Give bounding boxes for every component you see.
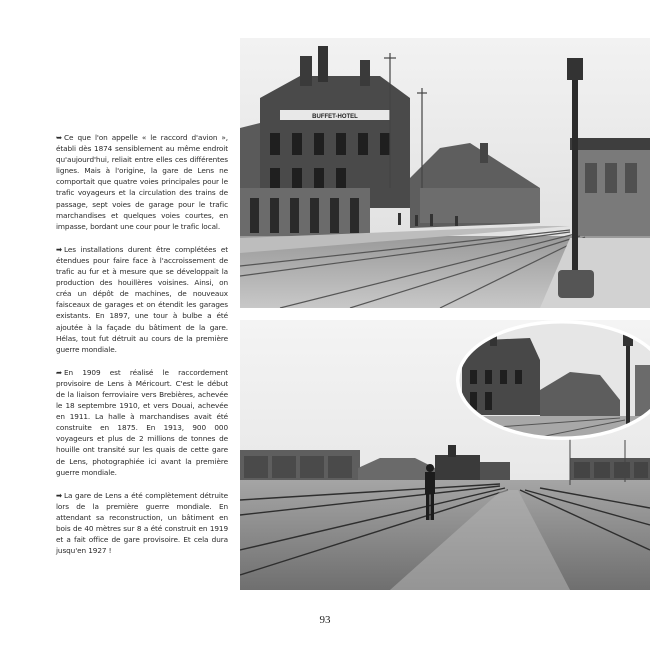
arrow-icon: ➡ bbox=[56, 244, 63, 254]
arrow-icon: ➦ bbox=[56, 367, 63, 377]
station-building-illustration bbox=[240, 38, 650, 308]
arrow-icon: ➡ bbox=[56, 490, 63, 500]
paragraph-3: ➦ En 1909 est réalisé le raccordement provisoire de Lens à Méricourt. C'est le début de la liaison ferroviaire vers Brebières, achevée le 18 septembre 1910, et vers Douai, achevée en 1911. La halle à marchandises avait été construite en 1875. En 1913, 900 000 voyageurs et plus de 2 millions de tonnes de houille ont transité sur les quais de cette gare de Lens, photographiée ici avant la première guerre mondiale. bbox=[56, 367, 228, 477]
paragraph-4: ➡ La gare de Lens a été complètement détruite lors de la première guerre mondiale. En attendant sa reconstruction, un bâtiment en bois de 40 mètres sur 8 a été construit en 1919 et a fait office de gare provisoire. Et cela dura jusqu'en 1927 ! bbox=[56, 490, 228, 556]
station-photo-bottom bbox=[240, 320, 650, 590]
text-column bbox=[56, 132, 228, 568]
arrow-icon: ➥ bbox=[56, 133, 63, 142]
paragraph-1: ➥ Ce que l'on appelle « le raccord d'avion », établi dès 1874 sensiblement au même endroit qu'aujourd'hui, reliait entre elles ces différentes lignes. Mais à l'origine, la gare de Lens ne comportait que quatre voies principales pour le trafic voyageurs et la circulation des trains de passage, sept voies de garage pour le trafic marchandises et quelques voies courtes, en impasse, bordant une cour pour le trafic local. bbox=[56, 133, 228, 231]
tracks-illustration bbox=[240, 320, 650, 590]
page-number: 93 bbox=[319, 614, 331, 626]
paragraph-2: ➡ Les installations durent être complétées et étendues pour faire face à l'accroissement de trafic au fur et à mesure que se développait la production des houillères voisines. Ainsi, on créa un dépôt de machines, de nouveaux faisceaux de garages et on étendit les garages existants. En 1897, une tour à bulbe a été ajoutée à la façade du bâtiment de la gare. Hélas, tout fut détruit au cours de la première guerre mondiale. bbox=[56, 244, 228, 354]
buffet-hotel-sign: BUFFET-HOTEL bbox=[312, 114, 358, 120]
station-photo-top bbox=[240, 38, 650, 308]
